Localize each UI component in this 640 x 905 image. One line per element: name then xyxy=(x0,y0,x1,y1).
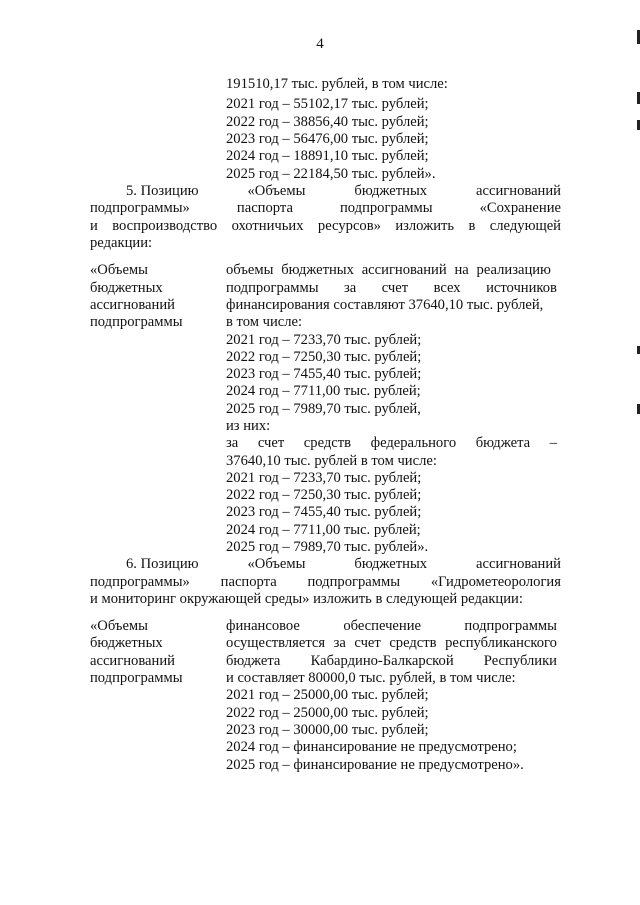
word: подпрограммы» xyxy=(90,574,190,590)
intro-line: 2022 год – 38856,40 тыс. рублей; xyxy=(226,114,429,130)
word: подпрограммы xyxy=(464,618,557,634)
table5-line: 37640,10 тыс. рублей в том числе: xyxy=(226,453,437,469)
word: средств xyxy=(389,635,437,651)
word: подпрограммы xyxy=(307,574,401,590)
table5-line: 2022 год – 7250,30 тыс. рублей; xyxy=(226,487,422,503)
table6-label: бюджетных xyxy=(90,635,163,651)
word: 5. Позицию xyxy=(126,183,199,199)
word: ассигнований xyxy=(361,262,447,278)
word: подпрограммы» xyxy=(90,200,190,216)
word: за xyxy=(333,635,346,651)
word: «Сохранение xyxy=(479,200,561,216)
word: федерального xyxy=(370,435,457,451)
word: финансовое xyxy=(226,618,300,634)
word: счет xyxy=(381,280,409,296)
table5-line: 2021 год – 7233,70 тыс. рублей; xyxy=(226,332,422,348)
word: подпрограммы xyxy=(339,200,433,216)
word: реализацию xyxy=(476,262,551,278)
table5-line: 2025 год – 7989,70 тыс. рублей». xyxy=(226,539,429,555)
item5-line4: редакции: xyxy=(90,235,153,251)
table6-line3 xyxy=(226,652,557,670)
word: в xyxy=(468,218,476,234)
word: «Гидрометеорология xyxy=(430,574,561,590)
table6-line: 2022 год – 25000,00 тыс. рублей; xyxy=(226,705,429,721)
word: бюджета xyxy=(226,653,281,669)
word: бюджетных xyxy=(281,262,354,278)
table6-line2 xyxy=(226,634,557,652)
table5-line1 xyxy=(226,261,551,279)
table5-line3: финансирования составляют 37640,10 тыс. рублей, xyxy=(226,297,544,313)
word: ассигнований xyxy=(476,183,561,199)
table6-line: и составляет 80000,0 тыс. рублей, в том числе: xyxy=(226,670,516,686)
word: осуществляется xyxy=(226,635,326,651)
table5-line: 2024 год – 7711,00 тыс. рублей; xyxy=(226,383,421,399)
word: Кабардино-Балкарской xyxy=(310,653,454,669)
item5-line3 xyxy=(90,217,561,235)
table6-line: 2024 год – финансирование не предусмотрено; xyxy=(226,739,517,755)
item6-line3: и мониторинг окружающей среды» изложить в следующей редакции: xyxy=(90,591,523,607)
word: счет xyxy=(257,435,285,451)
table6-label: подпрограммы xyxy=(90,670,183,686)
word: бюджетных xyxy=(354,556,428,572)
word: «Объемы xyxy=(247,183,306,199)
intro-line: 2024 год – 18891,10 тыс. рублей; xyxy=(226,148,429,164)
table6-label: ассигнований xyxy=(90,653,175,669)
table5-line: 2023 год – 7455,40 тыс. рублей; xyxy=(226,366,422,382)
table6-label: «Объемы xyxy=(90,618,148,634)
table5-line: 2025 год – 7989,70 тыс. рублей, xyxy=(226,401,421,417)
word: ассигнований xyxy=(476,556,561,572)
word: следующей xyxy=(489,218,561,234)
word: бюджетных xyxy=(354,183,428,199)
table5-line: 2024 год – 7711,00 тыс. рублей; xyxy=(226,522,421,538)
intro-line: 191510,17 тыс. рублей, в том числе: xyxy=(226,76,448,92)
word: 6. Позицию xyxy=(126,556,199,572)
table5-label: ассигнований xyxy=(90,297,175,313)
word: средств xyxy=(303,435,352,451)
word: республиканского xyxy=(445,635,557,651)
word: – xyxy=(549,435,557,451)
table5-line: в том числе: xyxy=(226,314,303,330)
item5-line2 xyxy=(90,199,561,217)
word: всех xyxy=(433,280,461,296)
word: ресурсов» xyxy=(317,218,381,234)
word: изложить xyxy=(395,218,455,234)
word: охотничьих xyxy=(231,218,304,234)
item6-line1 xyxy=(126,555,561,573)
intro-line: 2023 год – 56476,00 тыс. рублей; xyxy=(226,131,429,147)
word: паспорта xyxy=(220,574,277,590)
word: Республики xyxy=(483,653,557,669)
word: паспорта xyxy=(236,200,293,216)
table5-label: подпрограммы xyxy=(90,314,183,330)
table5-line: 2021 год – 7233,70 тыс. рублей; xyxy=(226,470,422,486)
intro-line: 2025 год – 22184,50 тыс. рублей». xyxy=(226,166,436,182)
word: за xyxy=(344,280,357,296)
word: обеспечение xyxy=(343,618,421,634)
word: подпрограммы xyxy=(226,280,319,296)
word: бюджета xyxy=(475,435,531,451)
word: на xyxy=(454,262,469,278)
table6-line: 2025 год – финансирование не предусмотрено». xyxy=(226,757,524,773)
table5-line: 2023 год – 7455,40 тыс. рублей; xyxy=(226,504,422,520)
word: объемы xyxy=(226,262,274,278)
table5-line: из них: xyxy=(226,418,271,434)
word: «Объемы xyxy=(247,556,306,572)
table5-fed-line xyxy=(226,434,557,452)
table6-line: 2023 год – 30000,00 тыс. рублей; xyxy=(226,722,429,738)
word: и xyxy=(90,218,98,234)
item6-line2 xyxy=(90,573,561,591)
word: счет xyxy=(354,635,381,651)
table5-line: 2022 год – 7250,30 тыс. рублей; xyxy=(226,349,422,365)
word: воспроизводство xyxy=(112,218,218,234)
word: источников xyxy=(486,280,557,296)
table5-line2 xyxy=(226,279,557,297)
intro-line: 2021 год – 55102,17 тыс. рублей; xyxy=(226,96,429,112)
table6-line1 xyxy=(226,617,557,635)
word: за xyxy=(226,435,239,451)
table6-line: 2021 год – 25000,00 тыс. рублей; xyxy=(226,687,429,703)
item5-line1 xyxy=(126,182,561,200)
page-number: 4 xyxy=(316,36,324,52)
table5-label: «Объемы xyxy=(90,262,148,278)
table5-label: бюджетных xyxy=(90,280,163,296)
